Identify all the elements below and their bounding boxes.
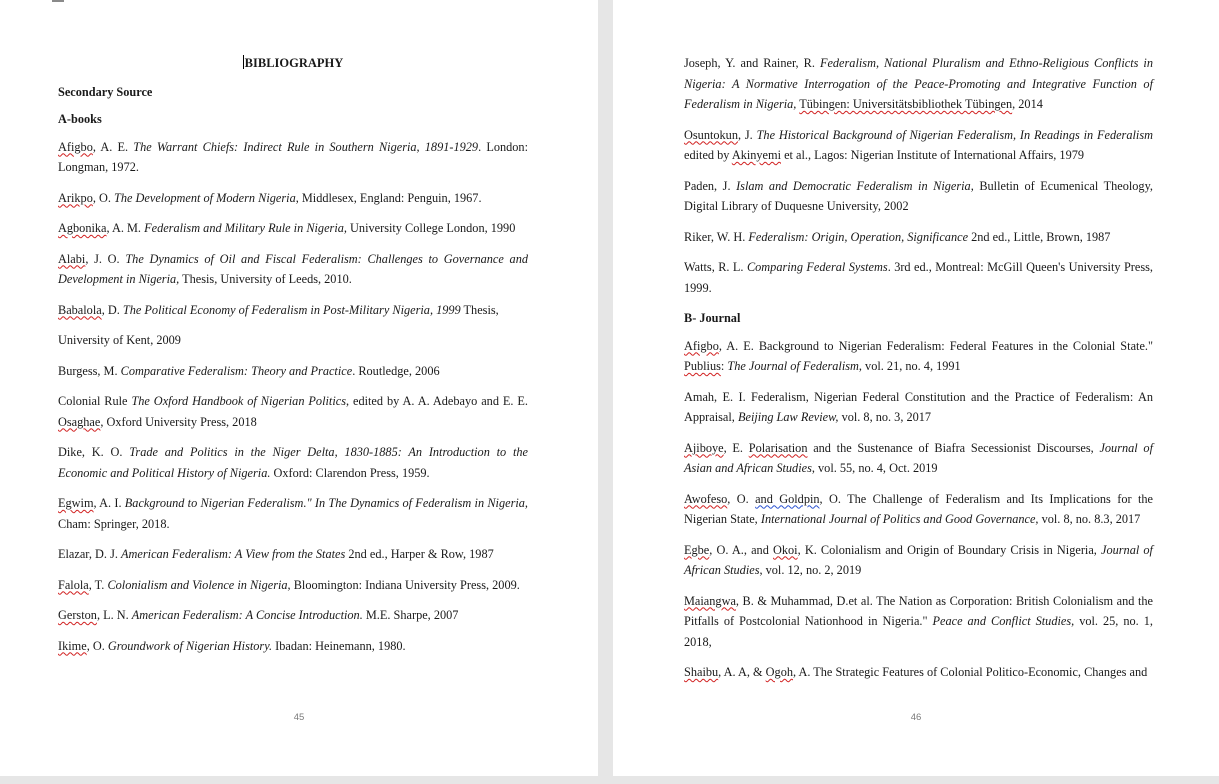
work-title: The Oxford Handbook of Nigerian Politics (131, 394, 346, 408)
bibliography-entry (684, 257, 1153, 298)
entry-text: Colonial Rule (58, 394, 132, 408)
bibliography-entry (684, 438, 1153, 479)
entry-text: 2nd ed., Harper & Row, 1987 (345, 547, 494, 561)
entry-text: , vol. 12, no. 2, 2019 (759, 563, 862, 577)
bibliography-entry (684, 489, 1153, 530)
entry-text: , E. (723, 440, 749, 455)
flagged-word: Osaghae (58, 414, 101, 429)
bibliography-entry (58, 391, 528, 432)
entry-text: , L. N. (96, 608, 132, 622)
work-title: International Journal of Politics and Good Governance, (760, 512, 1039, 526)
entry-text: edited by (684, 148, 732, 162)
entry-text: Paden, J. (684, 178, 737, 193)
entry-text: Thesis, (460, 302, 499, 317)
bibliography-entry (58, 605, 528, 626)
bibliography-entry (684, 125, 1153, 166)
entry-text: , K. Colonialism and Origin of Boundary Crisis in Nigeria, (797, 542, 1102, 557)
entry-text: , J. O. (85, 251, 126, 266)
bibliography-entry (58, 493, 528, 534)
flagged-word: Okoi (773, 542, 798, 557)
bibliography-entry (58, 544, 528, 565)
entry-text: vol. 25, no. 1, 2018, (684, 614, 1153, 649)
author-name: Ikime (58, 638, 87, 653)
author-name: Egbe (684, 542, 710, 557)
bibliography-entry (58, 575, 528, 596)
author-name: Afigbo (58, 139, 93, 154)
work-title: Peace and Conflict Studies, (932, 614, 1075, 628)
work-title: The Development of Modern Nigeria (114, 190, 296, 205)
entry-text: vol. 8, no. 8.3, 2017 (1038, 512, 1141, 526)
work-title: Beijing Law Review, (737, 410, 839, 424)
entry-text: . London: Longman, 1972. (58, 139, 528, 174)
entry-text: . Routledge, 2006 (352, 363, 440, 378)
bibliography-list-journals (684, 336, 1153, 683)
author-name: Egwim (58, 496, 94, 510)
entry-text: vol. 8, no. 3, 2017 (838, 410, 932, 424)
bibliography-entry (684, 591, 1153, 653)
section-heading: Secondary Source (58, 84, 153, 99)
work-title: Journal of African Studies (684, 542, 1153, 577)
work-title: Islam and Democratic Federalism in Nigeria, (736, 178, 974, 193)
bibliography-entry (684, 336, 1153, 377)
entry-text: Joseph, Y. and Rainer, R. (684, 56, 820, 70)
bibliography-entry (684, 227, 1153, 248)
bibliography-list-books-continued (684, 53, 1153, 298)
author-name: Alabi (58, 251, 86, 266)
entry-text: Cham: Springer, 2018. (58, 516, 170, 531)
work-title: American Federalism: A Concise Introduction. (131, 608, 363, 622)
work-title: Journal of Asian and African Studies (684, 440, 1153, 475)
work-title: The Historical Background of Nigerian Federalism, In Readings in Federalism (756, 127, 1153, 142)
entry-text: M.E. Sharpe, 2007 (362, 608, 459, 622)
bibliography-entry (684, 540, 1153, 581)
bibliography-entry (684, 176, 1153, 217)
work-title: Groundwork of Nigerian History. (107, 638, 273, 653)
author-name: Afigbo (684, 338, 719, 353)
bibliography-list-books (58, 137, 528, 657)
bibliography-entry (684, 387, 1153, 428)
bibliography-entry (58, 249, 528, 290)
entry-text: 2nd ed., Little, Brown, 1987 (968, 229, 1111, 244)
entry-text: Watts, R. L. (684, 260, 747, 274)
entry-text: , O. (727, 491, 756, 506)
flagged-word: Akinyemi (731, 148, 781, 162)
bibliography-entry (58, 442, 528, 483)
entry-text: University of Kent, 2009 (58, 333, 181, 347)
entry-text: et al., Lagos: Nigerian Institute of International Affairs, 1979 (781, 148, 1085, 162)
author-name: Osuntokun (684, 127, 738, 142)
author-name: Shaibu (684, 665, 719, 679)
entry-text: , A. The Strategic Features of Colonial Politico-Economic, Changes and (793, 665, 1148, 679)
entry-text: , A. A, & (718, 665, 766, 679)
author-name: Falola (58, 577, 89, 592)
work-title: Comparing Federal Systems (746, 260, 888, 274)
page-number: 45 (293, 712, 305, 723)
page-number: 46 (910, 712, 922, 723)
entry-text: , B. & Muhammad, D.et al. The Nation as Corporation: British Colonialism and the Pitfalls of Postcolonial Nationhood in Nigeria." (684, 593, 1153, 628)
entry-text: Ibadan: Heinemann, 1980. (272, 638, 406, 653)
entry-text: and the Sustenance of Biafra Secessionist Discourses, (807, 440, 1100, 455)
entry-text: , O. (92, 190, 115, 205)
author-name: Agbonika (58, 221, 107, 235)
work-title: The Political Economy of Federalism in Post-Military Nigeria, 1999 (122, 302, 461, 317)
bibliography-entry (58, 137, 528, 178)
entry-text: Oxford: Clarendon Press, 1959. (270, 465, 430, 480)
entry-text: , D. (101, 302, 123, 317)
work-title: The Dynamics of Oil and Fiscal Federalism: Challenges to Governance and Development in Nigeria, (58, 251, 528, 286)
entry-text: , J. (737, 127, 757, 142)
entry-text: Thesis, University of Leeds, 2010. (179, 272, 352, 286)
author-name: Gerston (58, 608, 97, 622)
entry-text: Bloomington: Indiana University Press, 2009. (290, 577, 520, 592)
entry-text: , A. I. (93, 496, 125, 510)
bibliography-entry (58, 361, 528, 382)
document-page-right (613, 0, 1219, 776)
document-page-left (0, 0, 598, 776)
bibliography-entry (684, 53, 1153, 115)
entry-text: , O. The Challenge of Federalism and Its Implications for the Nigerian State, (684, 491, 1153, 526)
flagged-word: Ogoh (765, 665, 793, 679)
entry-text: Burgess, M. (58, 363, 121, 378)
subsection-heading: A-books (58, 112, 102, 126)
work-title: Comparative Federalism: Theory and Practice (120, 363, 353, 378)
entry-text: Dike, K. O. (58, 445, 130, 459)
work-title: Federalism: Origin, Operation, Significance (748, 229, 969, 244)
bibliography-entry (58, 636, 528, 657)
journal-heading: B- Journal (684, 311, 741, 325)
entry-text: , O. (86, 638, 108, 653)
flagged-word: Polarisation (748, 440, 808, 455)
grammar-flagged-text: and Goldpin (755, 491, 820, 506)
author-name: Awofeso (684, 491, 728, 506)
flagged-word: Publius (684, 359, 721, 373)
page-content-right[interactable] (684, 53, 1153, 693)
entry-text: University College London, 1990 (346, 221, 516, 235)
work-title: The Journal of Federalism (727, 359, 859, 373)
page-title: BIBLIOGRAPHY (244, 56, 344, 70)
work-title: Federalism and Military Rule in Nigeria, (144, 221, 347, 235)
entry-text: , T. (88, 577, 108, 592)
entry-text: , vol. 55, no. 4, Oct. 2019 (811, 461, 938, 475)
entry-text: Bulletin of Ecumenical Theology, Digital Library of Duquesne University, 2002 (684, 178, 1153, 213)
bibliography-entry (58, 300, 528, 321)
work-title: The Warrant Chiefs: Indirect Rule in Southern Nigeria, 1891-1929 (133, 139, 479, 154)
entry-text: , 2014 (1012, 97, 1043, 111)
work-title: Federalism, National Pluralism and Ethno-Religious Conflicts in Nigeria: A Normative Interrogation of the Peace-Promoting and Integrative Function of Federalism in Nigeria, (684, 56, 1153, 111)
author-name: Maiangwa (684, 593, 736, 608)
bibliography-entry (58, 218, 528, 239)
bibliography-entry (684, 662, 1153, 683)
flagged-word: Tübingen: Universitätsbibliothek Tübingen (799, 97, 1013, 111)
author-name: Ajiboye (684, 440, 724, 455)
work-title: American Federalism: A View from the States (121, 547, 346, 561)
entry-text: . 3rd ed., Montreal: McGill Queen's University Press, 1999. (684, 260, 1153, 295)
entry-text: , vol. 21, no. 4, 1991 (858, 359, 961, 373)
work-title: Background to Nigerian Federalism." In The Dynamics of Federalism in Nigeria, (124, 496, 529, 510)
bibliography-entry (58, 330, 528, 351)
entry-text: : (720, 359, 728, 373)
author-name: Babalola (58, 302, 102, 317)
entry-text: , A. M. (106, 221, 145, 235)
work-title: Trade and Politics in the Niger Delta, 1830-1885: An Introduction to the Economic and Political History of Nigeria. (58, 445, 528, 480)
text-cursor (243, 55, 244, 69)
entry-text: , A. E. (92, 139, 134, 154)
bibliography-entry (58, 188, 528, 209)
work-title: Colonialism and Violence in Nigeria, (107, 577, 291, 592)
page-top-marker (52, 0, 64, 2)
entry-text: Elazar, D. J. (58, 547, 122, 561)
page-content-left[interactable] (58, 53, 528, 666)
entry-text: Riker, W. H. (684, 229, 749, 244)
entry-text: Amah, E. I. Federalism, Nigerian Federal Constitution and the Practice of Federalism: An Appraisal, (684, 389, 1153, 424)
entry-text: , edited by A. A. Adebayo and E. E. (345, 394, 528, 408)
author-name: Arikpo (58, 190, 93, 205)
entry-text: , Middlesex, England: Penguin, 1967. (295, 190, 482, 205)
entry-text: , O. A., and (709, 542, 773, 557)
entry-text: , A. E. Background to Nigerian Federalism: Federal Features in the Colonial State." (718, 338, 1153, 353)
entry-text: , Oxford University Press, 2018 (100, 414, 257, 429)
